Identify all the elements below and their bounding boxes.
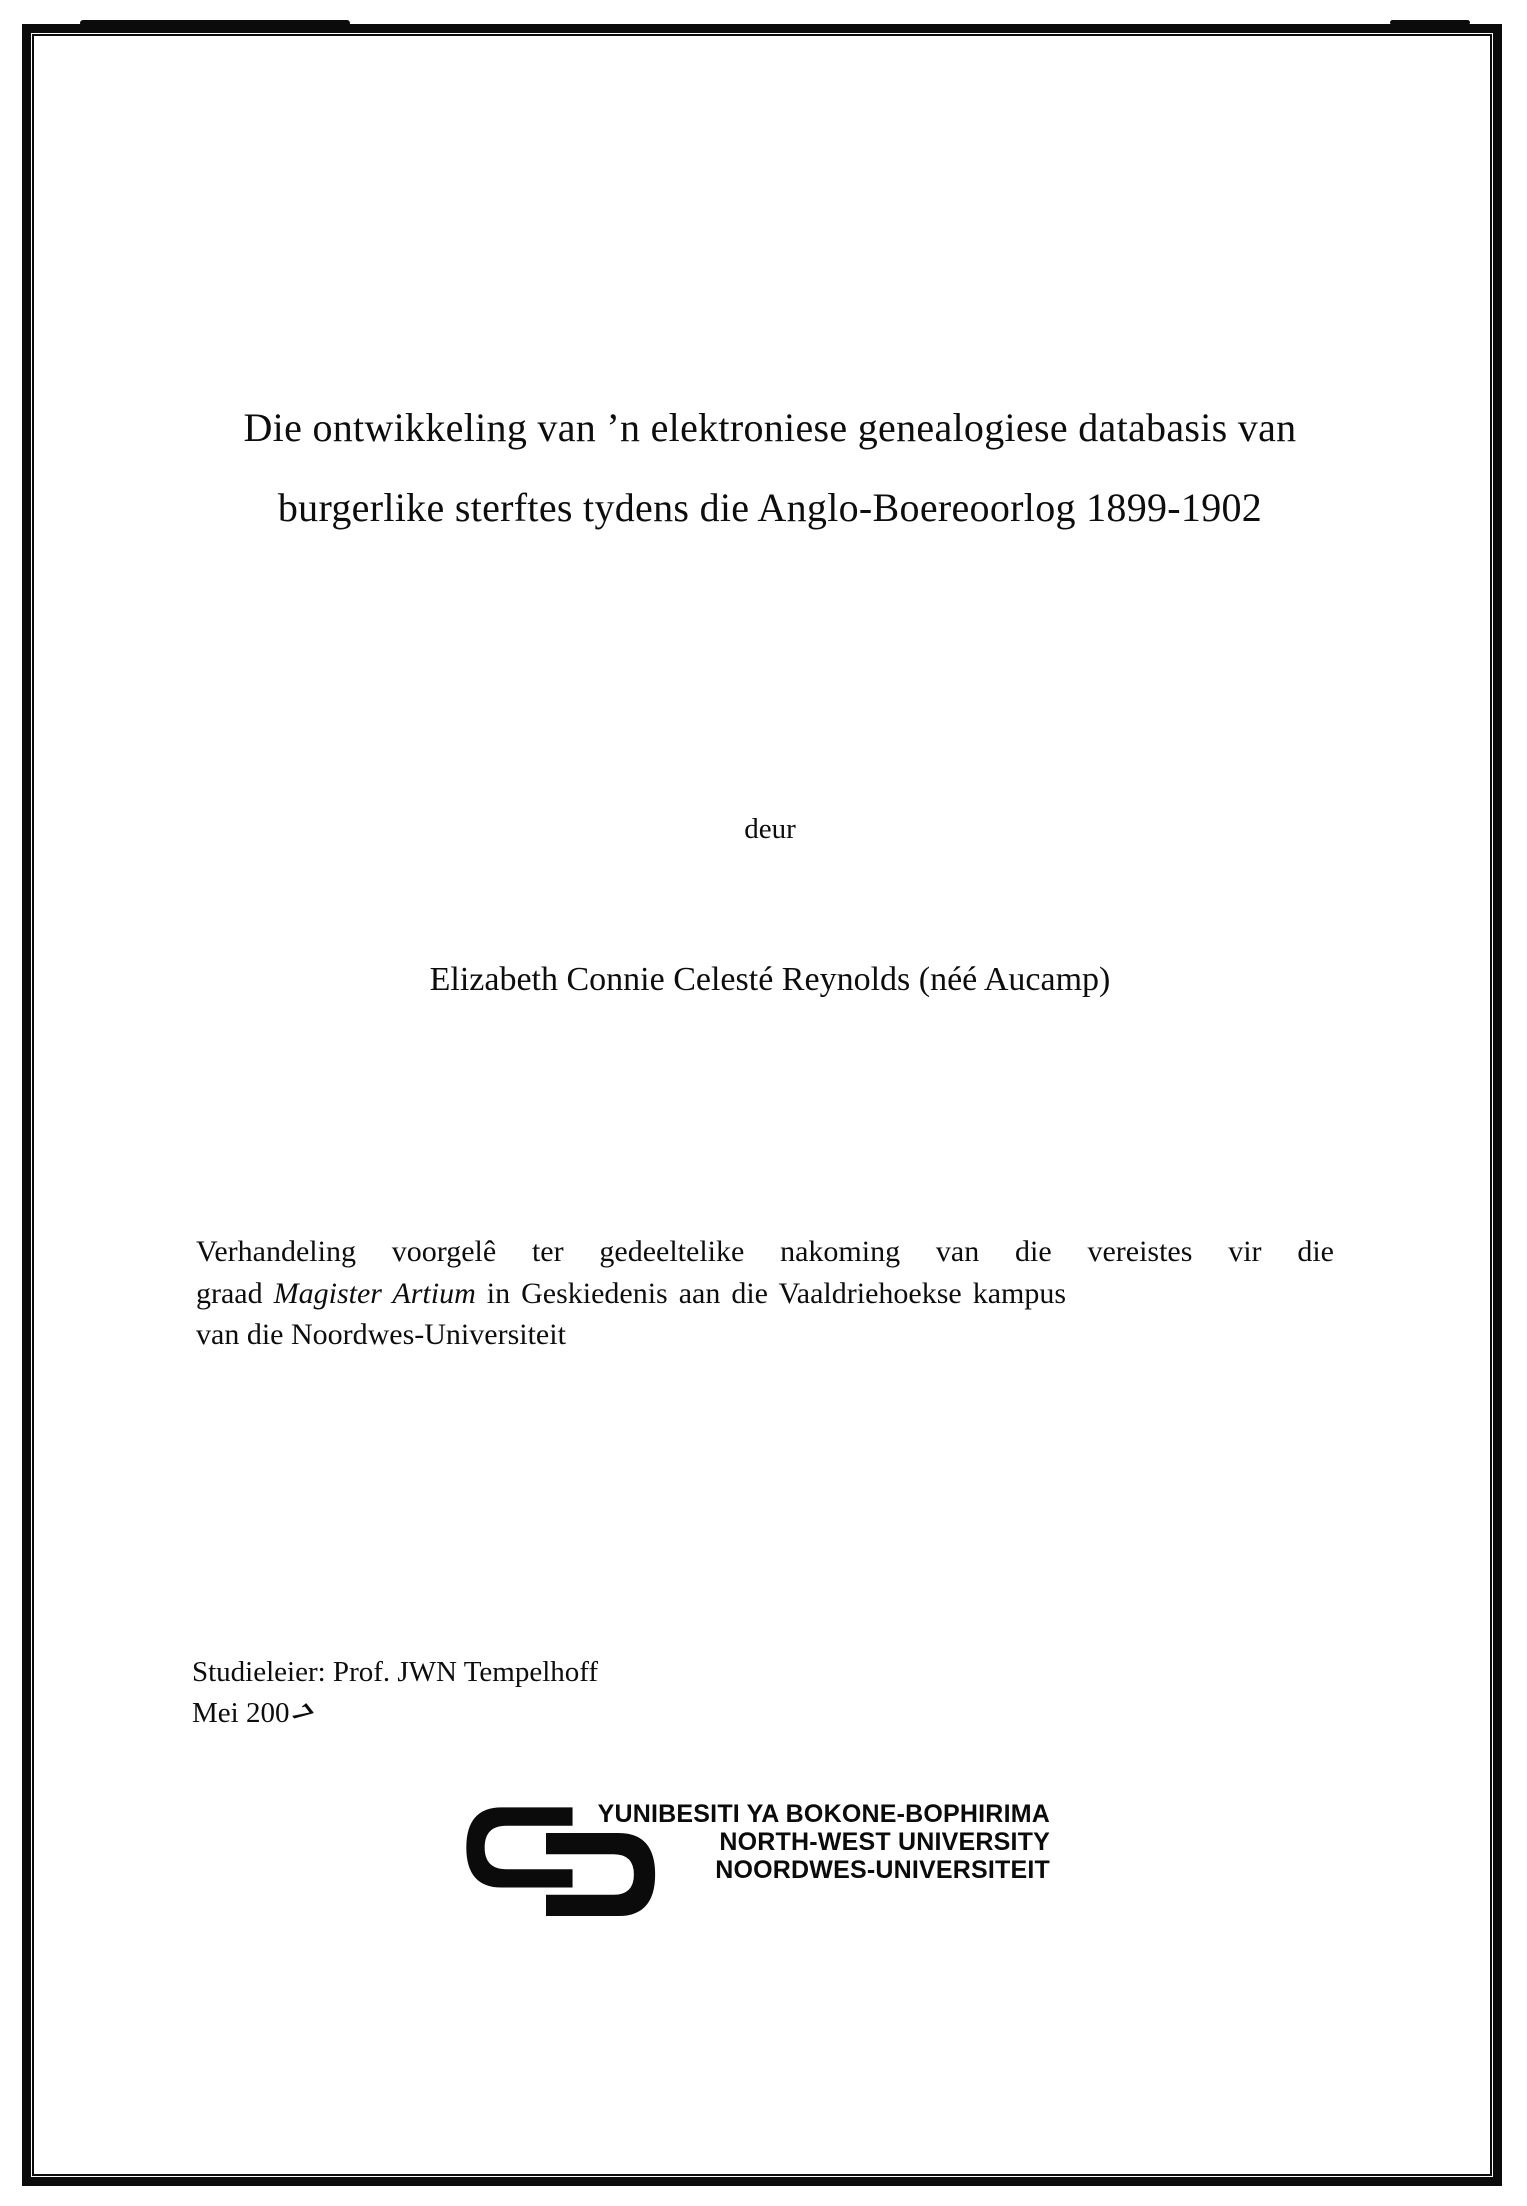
thesis-title bbox=[190, 388, 1350, 548]
statement-line-2-after: in Geskiedenis aan die Vaaldriehoekse kampus bbox=[475, 1276, 1067, 1310]
scan-artifact bbox=[1390, 20, 1470, 25]
logo-line-afrikaans: NOORDWES-UNIVERSITEIT bbox=[715, 1856, 1050, 1884]
statement-line-2 bbox=[196, 1273, 1334, 1315]
degree-name-italic: Magister Artium bbox=[273, 1276, 476, 1310]
thesis-title-line-1: Die ontwikkeling van ’n elektroniese genealogiese databasis van bbox=[243, 405, 1297, 450]
nwu-logo-text bbox=[558, 1800, 1050, 1884]
thesis-title-line-2: burgerlike sterftes tydens die Anglo-Boereoorlog 1899-1902 bbox=[277, 485, 1263, 530]
date-last-digit: 7 bbox=[285, 1698, 320, 1730]
date-prefix: Mei 200 bbox=[192, 1697, 290, 1729]
statement-line-2-before: graad bbox=[196, 1276, 274, 1310]
byline-deur: deur bbox=[744, 813, 796, 845]
logo-line-setswana: YUNIBESITI YA BOKONE-BOPHIRIMA bbox=[597, 1800, 1050, 1828]
supervisor-line: Studieleier: Prof. JWN Tempelhoff bbox=[192, 1656, 599, 1688]
supervisor-block bbox=[192, 1652, 598, 1734]
author-name: Elizabeth Connie Celesté Reynolds (néé Aucamp) bbox=[429, 961, 1111, 998]
thesis-statement bbox=[196, 1231, 1334, 1356]
scan-artifact bbox=[80, 20, 350, 26]
statement-line-1: Verhandeling voorgelê ter gedeeltelike nakoming van die vereistes vir die bbox=[196, 1235, 1334, 1268]
statement-line-3: van die Noordwes-Universiteit bbox=[196, 1318, 566, 1351]
date-line bbox=[192, 1693, 598, 1734]
logo-line-english: NORTH-WEST UNIVERSITY bbox=[719, 1828, 1050, 1856]
